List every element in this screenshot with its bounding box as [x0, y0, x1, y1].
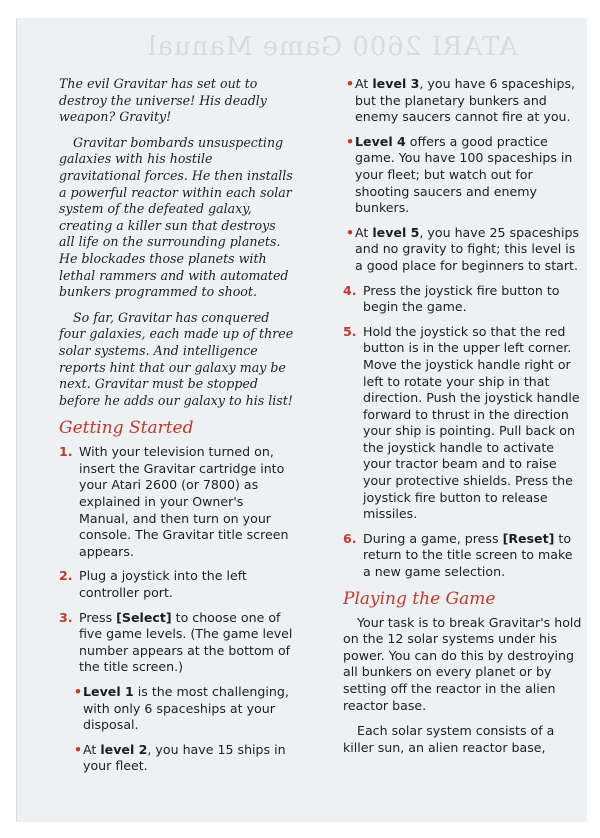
bullet-dot: •: [74, 684, 83, 699]
step-3-number: 3.: [59, 609, 73, 625]
step-1-number: 1.: [59, 444, 73, 460]
playing-paragraph-1-text: Your task is to break Gravitar's hold on the 12 solar systems under his power. You can do this by destroying all bunkers on every planet or by setting off the reactor in the alien reactor base.: [343, 614, 582, 713]
level-4-text: offers a good practice game. You have 100 spaceships in your fleet; but watch out for shooting saucers and enemy bunkers.: [355, 133, 573, 216]
level-3-text: , you have 6 spaceships, but the planetary bunkers and enemy saucers cannot fire at you.: [355, 76, 576, 125]
bullet-dot: •: [346, 133, 355, 149]
level-4-label: Level 4: [355, 133, 406, 149]
intro: [59, 76, 295, 409]
intro-paragraph-2: [59, 135, 295, 301]
step-2-number: 2.: [59, 568, 73, 584]
playing-paragraph-2: [343, 723, 583, 756]
level-5-text: , you have 25 spaceships and no gravity to fight; this level is a good place for beginners to start.: [355, 224, 580, 273]
step-1-text: With your television turned on, insert the Gravitar cartridge into your Atari 2600 (or 7800) as explained in your Owner's Manual, and then turn on your console. The Gravitar title screen appears.: [79, 444, 289, 559]
reset-key: [Reset]: [502, 530, 555, 546]
step-4-number: 4.: [343, 282, 357, 298]
level-1-label: Level 1: [83, 684, 134, 699]
step-5-number: 5.: [343, 323, 357, 339]
level-1-text: is the most challenging, with only 6 spaceships at your disposal.: [83, 684, 289, 733]
step-6-number: 6.: [343, 530, 357, 546]
step-6: [343, 531, 583, 581]
step-1: [59, 444, 295, 560]
level-3-pre: At: [355, 76, 373, 91]
level-1-bullet: [59, 684, 295, 734]
intro-paragraph-1: The evil Gravitar has set out to destroy the universe! His deadly weapon? Gravity!: [59, 76, 267, 125]
step-3: [59, 610, 295, 676]
step-6-post: to return to the title screen to make a new game selection.: [363, 530, 573, 580]
level-5-label: level 5: [372, 224, 420, 240]
faint-header: ATARI 2600 Game Manual: [147, 32, 518, 62]
bullet-dot: •: [346, 76, 355, 91]
step-5: [343, 324, 583, 523]
step-5-text: Hold the joystick so that the red button is in the upper left corner. Move the joystick handle right or left to rotate your ship in that direction. Push the joystick handle forward to thrust in the direction your ship is pointing. Pull back on the joystick handle to activate your tractor beam and to raise your protective shields. Press the joystick fire button to release missiles.: [363, 323, 580, 522]
level-2-pre: At: [83, 741, 101, 757]
playing-paragraph-1: [343, 615, 583, 715]
step-4-text: Press the joystick fire button to begin the game.: [363, 282, 560, 315]
intro-paragraph-2-text: Gravitar bombards unsuspecting galaxies with his hostile gravitational forces. He then installs a powerful reactor within each solar system of the defeated galaxy, creating a killer sun that destroys all life on the surrounding planets. He blockades those planets with lethal rammers and with automated bunkers programmed to shoot.: [59, 134, 293, 300]
level-2-text: , you have 15 ships in your fleet.: [83, 741, 286, 774]
step-2: [59, 568, 295, 601]
select-key: [Select]: [116, 609, 172, 625]
level-5-bullet: [343, 225, 583, 275]
getting-started-heading: Getting Started: [59, 418, 194, 439]
manual-page: [16, 18, 587, 822]
level-5-pre: At: [355, 224, 373, 240]
step-4: [343, 283, 583, 316]
step-2-text: Plug a joystick into the left controller port.: [79, 568, 247, 601]
bullet-dot: •: [74, 741, 83, 757]
step-6-pre: During a game, press: [363, 530, 503, 546]
level-2-label: level 2: [100, 741, 148, 757]
playing-paragraph-2-text: Each solar system consists of a killer sun, an alien reactor base,: [343, 723, 555, 755]
level-2-bullet: [59, 742, 295, 775]
left-column: [59, 76, 295, 783]
level-4-bullet: [343, 134, 583, 217]
bullet-dot: •: [346, 224, 355, 240]
level-3-bullet: [343, 76, 583, 126]
intro-paragraph-3-text: So far, Gravitar has conquered four galaxies, each made up of three solar systems. And intelligence reports hint that our galaxy may be next. Gravitar must be stopped before he adds our galaxy to his list!: [59, 309, 294, 408]
step-3-pre: Press: [79, 609, 117, 625]
level-3-label: level 3: [372, 76, 420, 91]
step-3-post: to choose one of five game levels. (The game level number appears at the bottom of the title screen.): [79, 609, 293, 675]
playing-the-game-heading: Playing the Game: [343, 588, 496, 609]
right-column: [343, 76, 583, 765]
intro-paragraph-3: [59, 310, 295, 410]
